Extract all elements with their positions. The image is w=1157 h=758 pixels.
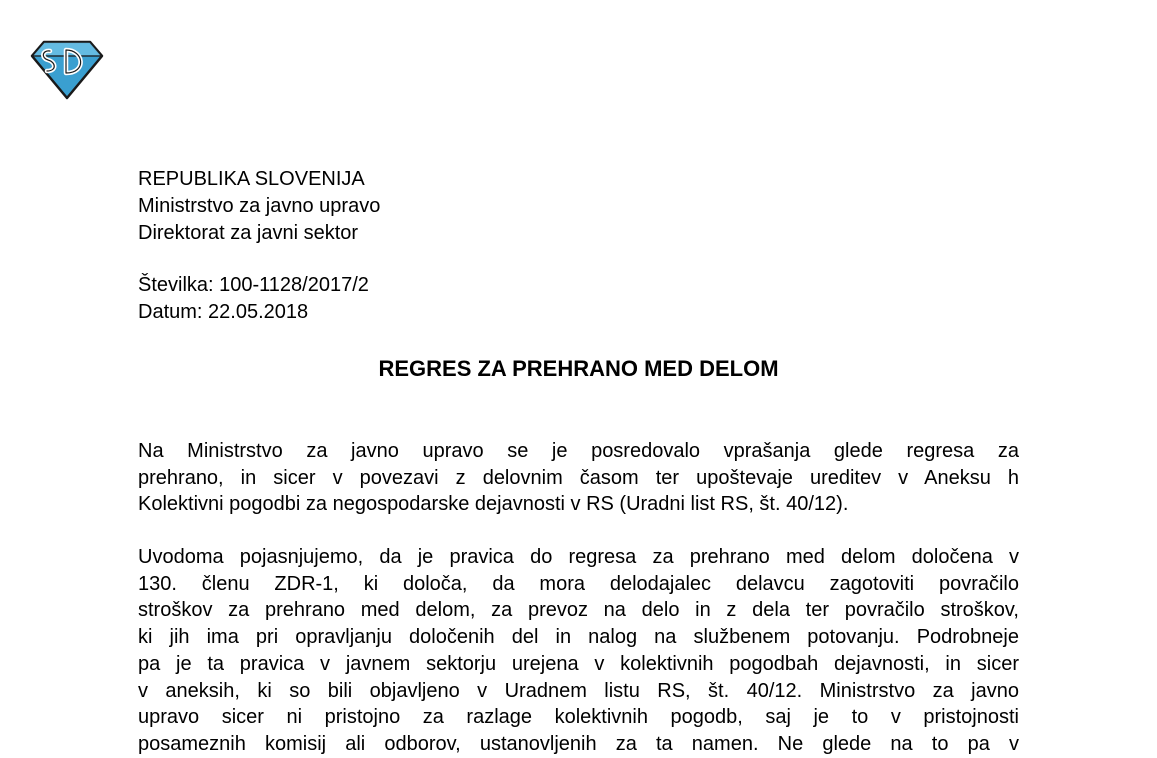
paragraph-line: Uvodoma pojasnjujemo, da je pravica do regresa za prehrano med delom določena v [138,546,1019,568]
sd-shield-logo-icon [30,40,104,100]
reference-date: Datum: 22.05.2018 [138,301,309,323]
paragraph-line: Kolektivni pogodbi za negospodarske dejavnosti v RS (Uradni list RS, št. 40/12). [138,493,849,516]
paragraph-line: v aneksih, ki so bili objavljeno v Uradnem listu RS, št. 40/12. Ministrstvo za javno [138,679,1019,702]
paragraph-line: pa je ta pravica v javnem sektorju urejena v kolektivnih pogodbah dejavnosti, in sicer [138,652,1019,675]
body-paragraph-1 [138,438,1019,518]
paragraph-line: Na Ministrstvo za javno upravo se je posredovalo vprašanja glede regresa za [138,440,1019,462]
reference-block [138,272,369,326]
paragraph-line: stroškov za prehrano med delom, za prevoz na delo in z dela ter povračilo stroškov, [138,599,1019,622]
document-title: REGRES ZA PREHRANO MED DELOM [378,356,779,381]
paragraph-line: ki jih ima pri opravljanju določenih del in nalog na službenem potovanju. Podrobneje [138,626,1019,649]
paragraph-line: posameznih komisij ali odborov, ustanovljenih za ta namen. Ne glede na to pa v [138,732,1019,755]
letterhead-directorate: Direktorat za javni sektor [138,222,359,244]
paragraph-line: upravo sicer ni pristojno za razlage kolektivnih pogodb, saj je to v pristojnosti [138,706,1019,729]
letterhead-ministry: Ministrstvo za javno upravo [138,195,381,217]
body-paragraph-2 [138,544,1019,758]
paragraph-line: prehrano, in sicer v povezavi z delovnim časom ter upoštevaje ureditev v Aneksu h [138,466,1019,489]
letterhead-country: REPUBLIKA SLOVENIJA [138,168,365,190]
letterhead [138,166,380,247]
paragraph-line: 130. členu ZDR-1, ki določa, da mora delodajalec delavcu zagotoviti povračilo [138,572,1019,595]
reference-number: Številka: 100-1128/2017/2 [138,274,369,296]
